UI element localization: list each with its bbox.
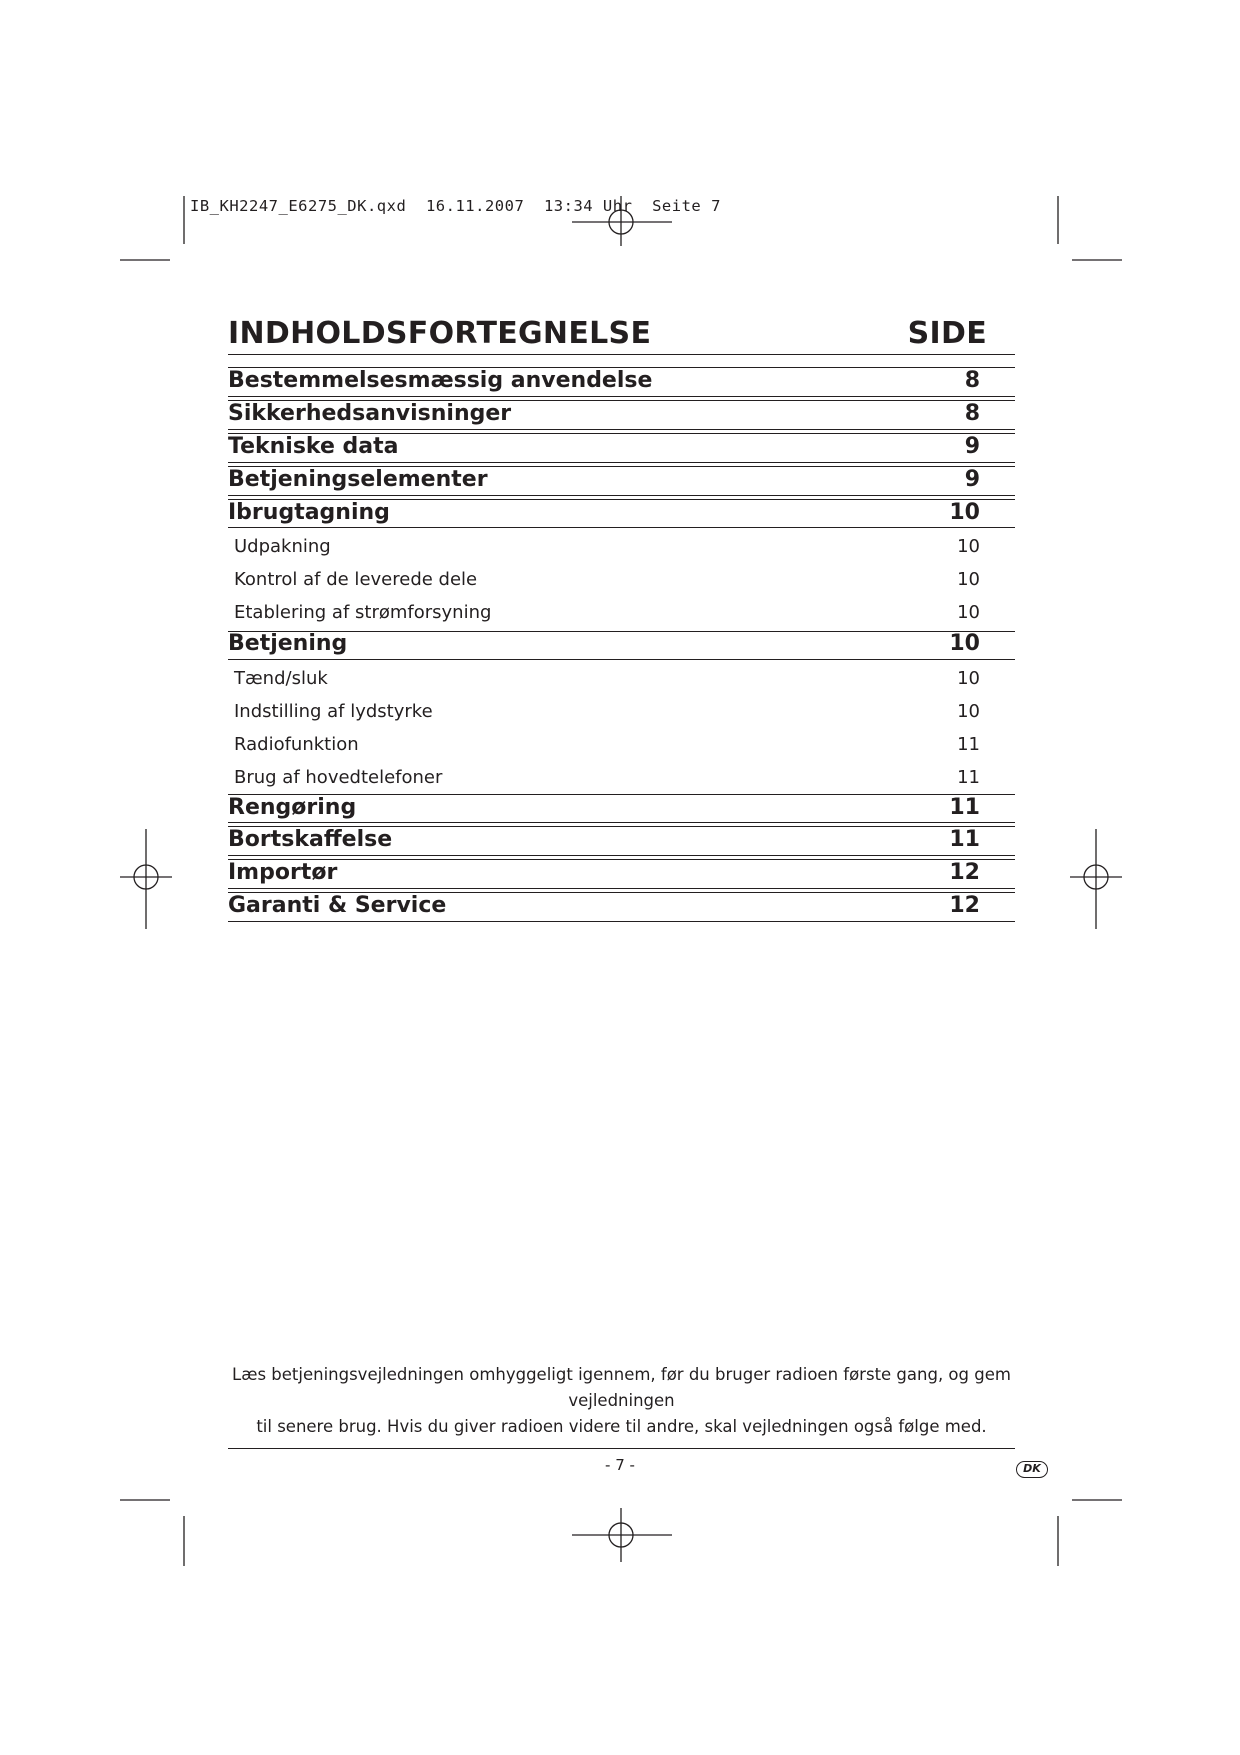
toc-entry-page: 8 [964, 401, 980, 426]
toc-entry [228, 499, 1015, 529]
toc-heading: INDHOLDSFORTEGNELSE [228, 316, 652, 351]
toc-subentry-page: 11 [957, 734, 980, 755]
toc-subentry-title: Kontrol af de leverede dele [234, 569, 478, 590]
toc-subentry-title: Indstilling af lydstyrke [234, 701, 433, 722]
registration-mark-right [1070, 829, 1122, 929]
toc-entry-title: Betjening [228, 631, 348, 656]
toc-subentry [228, 533, 1015, 561]
instruction-note-line: Læs betjeningsvejledningen omhyggeligt igennem, før du bruger radioen første gang, og gem vejledningen [232, 1365, 1011, 1410]
toc-subentry [228, 731, 1015, 759]
toc-entry-page: 11 [949, 795, 980, 820]
toc-entry-page: 9 [964, 434, 980, 459]
toc-entry-title: Ibrugtagning [228, 500, 390, 525]
toc-entry-page: 9 [964, 467, 980, 492]
toc-entry-title: Rengøring [228, 795, 357, 820]
toc-entry-title: Importør [228, 860, 338, 885]
toc-subentry-title: Brug af hovedtelefoner [234, 767, 443, 788]
toc-subentry [228, 764, 1015, 792]
toc-subentry-title: Udpakning [234, 536, 331, 557]
toc-subentry [228, 566, 1015, 594]
toc-entry-title: Garanti & Service [228, 893, 447, 918]
toc-entry-title: Bortskaffelse [228, 827, 393, 852]
toc-subentry [228, 698, 1015, 726]
toc-subentry-page: 10 [957, 569, 980, 590]
toc-subentry-page: 10 [957, 536, 980, 557]
toc-entry-title: Sikkerhedsanvisninger [228, 401, 512, 426]
toc-subentry-page: 10 [957, 701, 980, 722]
header-rule [228, 354, 1015, 355]
toc-entry [228, 794, 1015, 824]
toc-entry [228, 433, 1015, 463]
toc-entry-title: Bestemmelsesmæssig anvendelse [228, 368, 653, 393]
registration-mark-left [120, 829, 172, 929]
toc-entry [228, 826, 1015, 856]
registration-mark-bottom [572, 1508, 672, 1562]
toc-subentry-title: Etablering af strømforsyning [234, 602, 492, 623]
toc-entry-page: 12 [949, 860, 980, 885]
toc-header [228, 316, 1015, 356]
toc-entry-title: Betjeningselementer [228, 467, 488, 492]
toc-subentry [228, 599, 1015, 627]
toc-entry-page: 11 [949, 827, 980, 852]
toc-entry-page: 10 [949, 500, 980, 525]
toc-entry-title: Tekniske data [228, 434, 399, 459]
toc-subentry [228, 665, 1015, 693]
toc-subentry-page: 10 [957, 602, 980, 623]
footer-rule [228, 1448, 1015, 1449]
toc-subentry-page: 11 [957, 767, 980, 788]
file-slug: IB_KH2247_E6275_DK.qxd 16.11.2007 13:34 Uhr Seite 7 [190, 197, 721, 215]
toc-entry [228, 892, 1015, 922]
toc-entry [228, 630, 1015, 660]
toc-entry-page: 10 [949, 631, 980, 656]
toc-entry [228, 466, 1015, 496]
country-badge: DK [1016, 1461, 1048, 1478]
toc-entry-page: 8 [964, 368, 980, 393]
toc-subentry-page: 10 [957, 668, 980, 689]
toc-subentry-title: Tænd/sluk [234, 668, 328, 689]
toc-entry [228, 859, 1015, 889]
instruction-note-line: til senere brug. Hvis du giver radioen videre til andre, skal vejledningen også følge med. [256, 1417, 987, 1436]
page-number: - 7 - [605, 1456, 635, 1474]
toc-entry [228, 400, 1015, 430]
page-column-label: SIDE [907, 316, 987, 351]
toc-entry [228, 367, 1015, 397]
toc-subentry-title: Radiofunktion [234, 734, 359, 755]
instruction-note [228, 1362, 1015, 1440]
toc-entry-page: 12 [949, 893, 980, 918]
